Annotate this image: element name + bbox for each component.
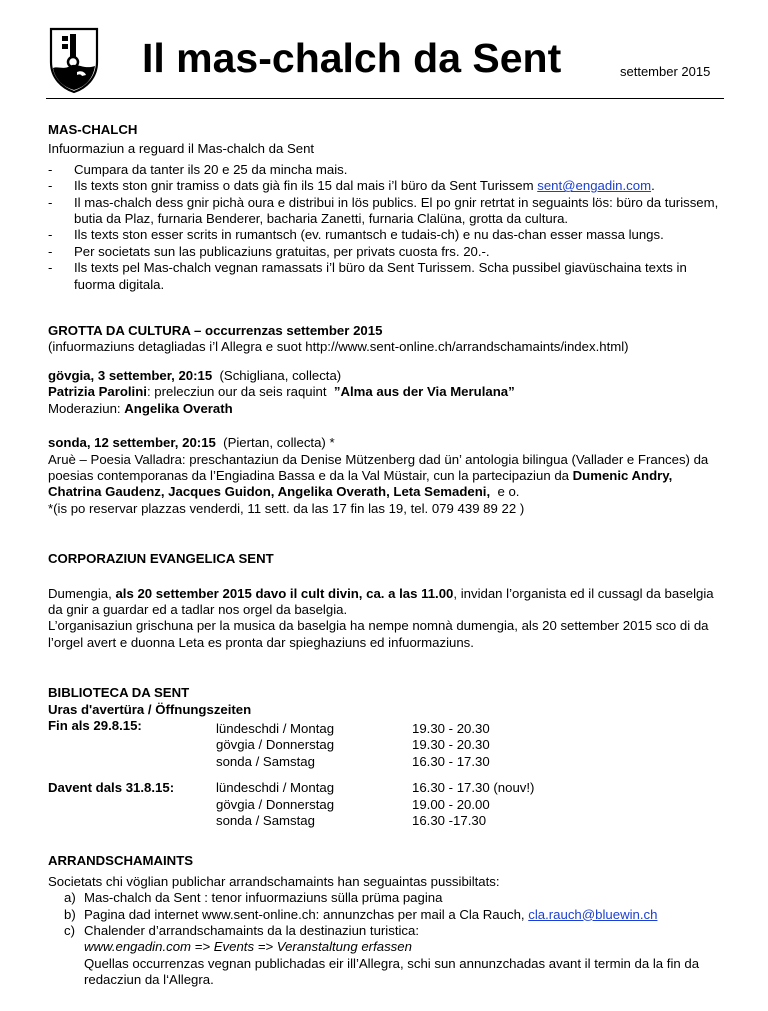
- header-divider: [46, 98, 724, 99]
- event-1-moderation: [48, 401, 728, 417]
- list-item-text: Per societats sun las publicaziuns gratuitas, per privats cuosta frs. 20.-.: [74, 243, 490, 259]
- section-grotta: [48, 323, 728, 517]
- info-list: [48, 162, 728, 293]
- day-label: gövgia / Donnerstag: [216, 737, 335, 753]
- paragraph: L’organisaziun grischuna per la musica da baselgia ha nempe nomnà dumengia, als 20 settember 2015 sco di da l’orgel avert e duonna Leta es pronta dar spieghaziuns ed infuormaziuns.: [48, 618, 709, 650]
- section-heading: GROTTA DA CULTURA – occurrenzas settember 2015: [48, 323, 383, 339]
- day-label: sonda / Samstag: [216, 753, 315, 769]
- content: [48, 122, 728, 1011]
- event-place: (Schigliana, collecta): [212, 367, 342, 383]
- section-subtitle: Infuormaziun a reguard il Mas-chalch da Sent: [48, 141, 315, 157]
- section-heading: ARRANDSCHAMAINTS: [48, 853, 194, 869]
- day-label: gövgia / Donnerstag: [216, 796, 335, 812]
- list-item: [48, 162, 728, 178]
- time-value: 16.30 -17.30: [412, 813, 487, 828]
- moderator: Angelika Overath: [124, 400, 233, 416]
- list-item: [48, 244, 728, 260]
- section-arrandschamaints: [48, 853, 728, 988]
- list-item-text: Pagina dad internet www.sent-online.ch: annunzchas per mail a Cla Rauch,: [84, 906, 529, 922]
- list-label: c): [64, 923, 75, 939]
- time-value: 16.30 - 17.30 (nouv!): [412, 780, 535, 796]
- day-label: lündeschdi / Montag: [216, 780, 335, 796]
- event-tail: e o.: [490, 484, 520, 500]
- list-label: a): [64, 890, 76, 906]
- opening-hours-table: [48, 718, 728, 770]
- section-heading: MAS-CHALCH: [48, 122, 138, 137]
- section-intro: Societats chi vöglian publichar arrandschamaints han seguaintas pussibiltats:: [48, 873, 500, 889]
- event-text: Aruè – Poesia Valladra: preschantaziun da Denise Mützenberg dad ün’ antologia bilingua (Vallader e Frances) da poesias contemporanas da l’Engiadina Bassa e da la Val Müstair, cun la partecipaziun da: [48, 451, 709, 483]
- event-place: (Piertan, collecta) *: [215, 435, 335, 451]
- opening-hours-table: [48, 780, 728, 829]
- event-date: sonda, 12 settember, 20:15: [48, 435, 216, 451]
- event-2-desc: [48, 452, 728, 501]
- time-value: 16.30 - 17.30: [412, 753, 490, 769]
- text: Dumengia,: [48, 585, 116, 601]
- paragraph: [48, 586, 728, 619]
- time-value: 19.00 - 20.00: [412, 796, 490, 812]
- list-item-text: Chalender d’arrandschamaints da la destinaziun turistica:: [84, 923, 419, 939]
- section-heading: CORPORAZIUN EVANGELICA SENT: [48, 551, 274, 567]
- list-label: b): [64, 906, 76, 922]
- moderation-label: Moderaziun:: [48, 400, 125, 416]
- period-label: Davent dals 31.8.15:: [48, 780, 175, 796]
- event-2-note: *(is po reservar plazzas venderdi, 11 sett. da las 17 fin las 19, tel. 079 439 89 22 ): [48, 500, 525, 516]
- section-corporaziun: [48, 551, 728, 651]
- event-text: : prelecziun our da seis raquint: [146, 384, 334, 400]
- header: [46, 20, 724, 98]
- list-item: [48, 227, 728, 243]
- list-item-text: Cumpara da tanter ils 20 e 25 da mincha mais.: [74, 161, 348, 177]
- list-item: [48, 907, 728, 923]
- list-item-italic: www.engadin.com => Events => Veranstaltung erfassen: [84, 939, 412, 955]
- coat-of-arms-icon: [48, 26, 100, 94]
- event-participants: Dumenic Andry, Chatrina Gaudenz, Jacques Guidon, Angelika Overath, Leta Semadeni,: [48, 467, 673, 500]
- list-item: [48, 195, 728, 228]
- day-label: lündeschdi / Montag: [216, 720, 335, 736]
- event-1: [48, 368, 728, 384]
- opening-hours-heading: Uras d'avertüra / Öffnungszeiten: [48, 701, 252, 717]
- text: , invidan l’organista ed il cussagl da baselgia da gnir a guardar ed a tadlar nos orgel da baselgia.: [48, 585, 714, 617]
- list-item: [48, 260, 728, 293]
- period-label: Fin als 29.8.15:: [48, 717, 142, 733]
- list-item-text: Ils texts ston esser scrits in rumantsch (ev. rumantsch e tudais-ch) e nu das-chan esser massa lungs.: [74, 227, 664, 243]
- newsletter-title: Il mas-chalch da Sent: [142, 35, 562, 81]
- options-list: [48, 890, 728, 988]
- event-person: Patrizia Parolini: [48, 384, 147, 400]
- list-item: [48, 923, 728, 989]
- list-item-text: Il mas-chalch dess gnir pichà oura e distribui in lös publics. El po gnir retrtat in seguaints lös: büro da turissem, butia da Plaz, furnaria Benderer, bacharia Zanetti, furnaria Clalüna, grotta da cultura.: [74, 194, 719, 227]
- event-date: gövgia, 3 settember, 20:15: [48, 367, 213, 383]
- email-link[interactable]: sent@engadin.com: [537, 178, 652, 194]
- highlight: als 20 settember 2015 davo il cult divin, ca. a las 11.00: [115, 585, 454, 601]
- list-item: [48, 890, 728, 906]
- list-item-note: Quellas occurrenzas vegnan publichadas eir ill’Allegra, schi sun annunzchadas avant il termin da la fin da redacziun da l‘Allegra.: [84, 955, 700, 988]
- list-item-text: Mas-chalch da Sent : tenor infuormaziuns sülla prüma pagina: [84, 890, 443, 906]
- event-book: ”Alma aus der Via Merulana”: [333, 384, 515, 400]
- list-item-text: Ils texts pel Mas-chalch vegnan ramassats i’l büro da Sent Turissem. Scha pussibel giavüschaina texts in fuorma digitala.: [74, 260, 687, 292]
- time-value: 19.30 - 20.30: [412, 737, 490, 753]
- day-label: sonda / Samstag: [216, 813, 315, 828]
- section-mas-chalch: [48, 122, 728, 293]
- event-1-desc: [48, 384, 728, 400]
- list-item: - Ils texts ston gnir tramiss o dats già fin ils 15 dal mais i’l büro da Sent Turissem sent@engadin.com.: [48, 178, 728, 194]
- section-heading: BIBLIOTECA DA SENT: [48, 685, 190, 701]
- time-value: 19.30 - 20.30: [412, 720, 490, 736]
- issue-date: settember 2015: [620, 64, 711, 79]
- email-link[interactable]: cla.rauch@bluewin.ch: [528, 906, 658, 922]
- section-biblioteca: [48, 685, 728, 829]
- list-item-text: Ils texts ston gnir tramiss o dats già fin ils 15 dal mais i’l büro da Sent Turissem: [74, 178, 534, 194]
- section-subtitle: (infuormaziuns detagliadas i’l Allegra e suot http://www.sent-online.ch/arrandschamaints/index.html): [48, 339, 629, 355]
- event-2: [48, 435, 728, 451]
